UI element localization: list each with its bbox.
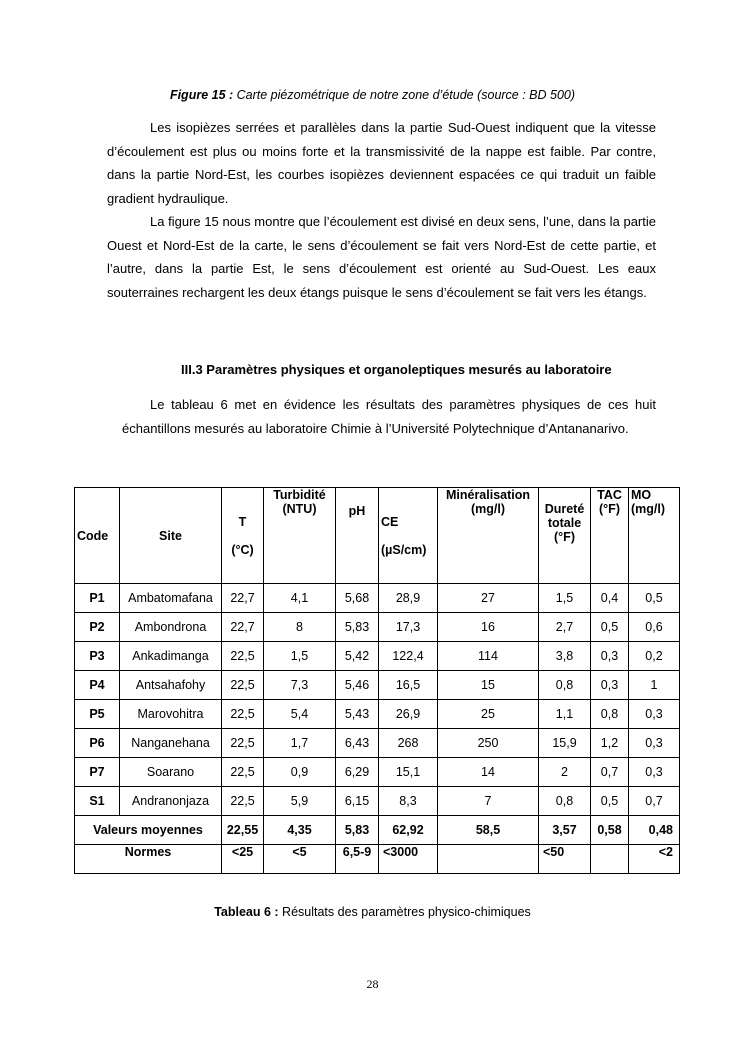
header-durete-label: Dureté totale <box>544 502 585 530</box>
cell-t: 22,7 <box>222 584 264 613</box>
cell-turbidite: 4,1 <box>264 584 336 613</box>
paragraph-tableau-intro: Le tableau 6 met en évidence les résultats des paramètres physiques de ces huit échantillons mesurés au laboratoire Chimie à l’Université Polytechnique d’Antananarivo. <box>122 397 656 436</box>
header-durete-unit: (°F) <box>554 530 575 544</box>
norm-turbidite: <5 <box>264 845 336 874</box>
cell-turbidite: 0,9 <box>264 758 336 787</box>
cell-code: P5 <box>75 700 120 729</box>
cell-ph: 5,42 <box>336 642 379 671</box>
figure-caption <box>0 88 745 102</box>
norm-ce: <3000 <box>379 845 438 874</box>
cell-durete: 2 <box>539 758 591 787</box>
norm-durete: <50 <box>539 845 591 874</box>
cell-tac: 0,7 <box>591 758 629 787</box>
table-caption-label: Tableau 6 : <box>214 905 279 919</box>
cell-mo: 0,7 <box>629 787 680 816</box>
cell-site: Soarano <box>120 758 222 787</box>
norm-mo: <2 <box>629 845 680 874</box>
norm-mineralisation <box>438 845 539 874</box>
table-row <box>75 787 680 816</box>
cell-code: P4 <box>75 671 120 700</box>
header-site: Site <box>120 488 222 584</box>
table-row <box>75 613 680 642</box>
cell-t: 22,5 <box>222 671 264 700</box>
table-row <box>75 700 680 729</box>
cell-site: Ambondrona <box>120 613 222 642</box>
cell-mineralisation: 14 <box>438 758 539 787</box>
cell-ce: 15,1 <box>379 758 438 787</box>
cell-t: 22,5 <box>222 787 264 816</box>
norm-t: <25 <box>222 845 264 874</box>
cell-turbidite: 1,7 <box>264 729 336 758</box>
cell-ph: 5,68 <box>336 584 379 613</box>
norms-row <box>75 845 680 874</box>
cell-ph: 5,83 <box>336 613 379 642</box>
cell-code: P2 <box>75 613 120 642</box>
cell-turbidite: 5,4 <box>264 700 336 729</box>
cell-ph: 6,43 <box>336 729 379 758</box>
table-caption <box>0 905 745 919</box>
section-heading: III.3 Paramètres physiques et organoleptiques mesurés au laboratoire <box>181 362 612 377</box>
cell-ce: 16,5 <box>379 671 438 700</box>
norms-label: Normes <box>75 845 222 874</box>
avg-ph: 5,83 <box>336 816 379 845</box>
table-row <box>75 729 680 758</box>
cell-t: 22,5 <box>222 729 264 758</box>
cell-site: Ambatomafana <box>120 584 222 613</box>
cell-site: Marovohitra <box>120 700 222 729</box>
cell-mo: 1 <box>629 671 680 700</box>
header-t-label: T <box>238 514 247 529</box>
cell-tac: 1,2 <box>591 729 629 758</box>
cell-ph: 6,15 <box>336 787 379 816</box>
table-body <box>75 584 680 816</box>
norm-ph: 6,5-9 <box>336 845 379 874</box>
cell-mo: 0,3 <box>629 729 680 758</box>
cell-durete: 0,8 <box>539 671 591 700</box>
cell-mineralisation: 250 <box>438 729 539 758</box>
paragraph-isopiezes: Les isopièzes serrées et parallèles dans la partie Sud-Ouest indiquent que la vitesse d’écoulement est plus ou moins forte et la transmissivité de la nappe est faible. Par contre, dans la partie Nord-Est, les courbes isopièzes deviennent espacées ce qui traduit un faible gradient hydraulique. <box>107 120 656 206</box>
cell-durete: 1,5 <box>539 584 591 613</box>
cell-tac: 0,5 <box>591 613 629 642</box>
page-number: 28 <box>366 977 379 991</box>
cell-ce: 28,9 <box>379 584 438 613</box>
averages-label: Valeurs moyennes <box>75 816 222 845</box>
cell-ph: 5,43 <box>336 700 379 729</box>
cell-code: S1 <box>75 787 120 816</box>
cell-mineralisation: 25 <box>438 700 539 729</box>
header-mineralisation: Minéralisation (mg/l) <box>438 488 539 584</box>
avg-ce: 62,92 <box>379 816 438 845</box>
cell-mineralisation: 15 <box>438 671 539 700</box>
table-header-row <box>75 488 680 584</box>
cell-site: Antsahafohy <box>120 671 222 700</box>
cell-t: 22,5 <box>222 642 264 671</box>
cell-mineralisation: 16 <box>438 613 539 642</box>
cell-mo: 0,6 <box>629 613 680 642</box>
header-t <box>222 488 264 584</box>
header-t-unit: (°C) <box>231 542 254 557</box>
header-ph: pH <box>336 488 379 584</box>
cell-code: P7 <box>75 758 120 787</box>
cell-ce: 268 <box>379 729 438 758</box>
header-mo: MO (mg/l) <box>629 488 680 584</box>
results-table <box>74 487 680 874</box>
averages-row <box>75 816 680 845</box>
cell-tac: 0,8 <box>591 700 629 729</box>
cell-tac: 0,4 <box>591 584 629 613</box>
cell-t: 22,5 <box>222 758 264 787</box>
avg-turbidite: 4,35 <box>264 816 336 845</box>
cell-durete: 3,8 <box>539 642 591 671</box>
avg-mineralisation: 58,5 <box>438 816 539 845</box>
table-row <box>75 671 680 700</box>
cell-mineralisation: 27 <box>438 584 539 613</box>
avg-durete: 3,57 <box>539 816 591 845</box>
cell-mo: 0,5 <box>629 584 680 613</box>
figure-caption-label: Figure 15 : <box>169 88 234 102</box>
header-code: Code <box>75 488 120 584</box>
table-row <box>75 758 680 787</box>
norm-tac <box>591 845 629 874</box>
header-ce-unit: (µS/cm) <box>381 542 427 557</box>
cell-ph: 5,46 <box>336 671 379 700</box>
cell-ce: 8,3 <box>379 787 438 816</box>
cell-t: 22,7 <box>222 613 264 642</box>
cell-turbidite: 1,5 <box>264 642 336 671</box>
cell-turbidite: 7,3 <box>264 671 336 700</box>
cell-tac: 0,3 <box>591 671 629 700</box>
cell-turbidite: 5,9 <box>264 787 336 816</box>
cell-mo: 0,3 <box>629 758 680 787</box>
cell-tac: 0,5 <box>591 787 629 816</box>
cell-tac: 0,3 <box>591 642 629 671</box>
cell-durete: 0,8 <box>539 787 591 816</box>
cell-ce: 26,9 <box>379 700 438 729</box>
cell-site: Ankadimanga <box>120 642 222 671</box>
table-caption-text: Résultats des paramètres physico-chimiques <box>278 905 531 919</box>
cell-mineralisation: 7 <box>438 787 539 816</box>
cell-mo: 0,3 <box>629 700 680 729</box>
avg-tac: 0,58 <box>591 816 629 845</box>
cell-durete: 1,1 <box>539 700 591 729</box>
cell-site: Nanganehana <box>120 729 222 758</box>
avg-mo: 0,48 <box>629 816 680 845</box>
cell-durete: 2,7 <box>539 613 591 642</box>
cell-mo: 0,2 <box>629 642 680 671</box>
cell-turbidite: 8 <box>264 613 336 642</box>
header-ce-label: CE <box>381 514 399 529</box>
avg-t: 22,55 <box>222 816 264 845</box>
cell-t: 22,5 <box>222 700 264 729</box>
cell-code: P6 <box>75 729 120 758</box>
cell-durete: 15,9 <box>539 729 591 758</box>
cell-code: P3 <box>75 642 120 671</box>
header-ce <box>379 488 438 584</box>
cell-ce: 17,3 <box>379 613 438 642</box>
cell-ph: 6,29 <box>336 758 379 787</box>
cell-code: P1 <box>75 584 120 613</box>
figure-caption-text: Carte piézométrique de notre zone d’étude (source : BD 500) <box>233 88 576 102</box>
paragraph-ecoulement: La figure 15 nous montre que l’écoulement est divisé en deux sens, l’une, dans la partie Ouest et Nord-Est de la carte, le sens d’écoulement se fait vers Nord-Est de cette partie, et l’autre, dans la partie Est, le sens d’écoulement est orienté au Sud-Ouest. Les eaux souterraines rechargent les deux étangs puisque le sens d’écoulement se fait vers les étangs. <box>107 214 656 300</box>
table-row <box>75 584 680 613</box>
header-durete <box>539 488 591 584</box>
cell-ce: 122,4 <box>379 642 438 671</box>
table-row <box>75 642 680 671</box>
header-turbidite: Turbidité (NTU) <box>264 488 336 584</box>
cell-site: Andranonjaza <box>120 787 222 816</box>
cell-mineralisation: 114 <box>438 642 539 671</box>
header-tac: TAC (°F) <box>591 488 629 584</box>
